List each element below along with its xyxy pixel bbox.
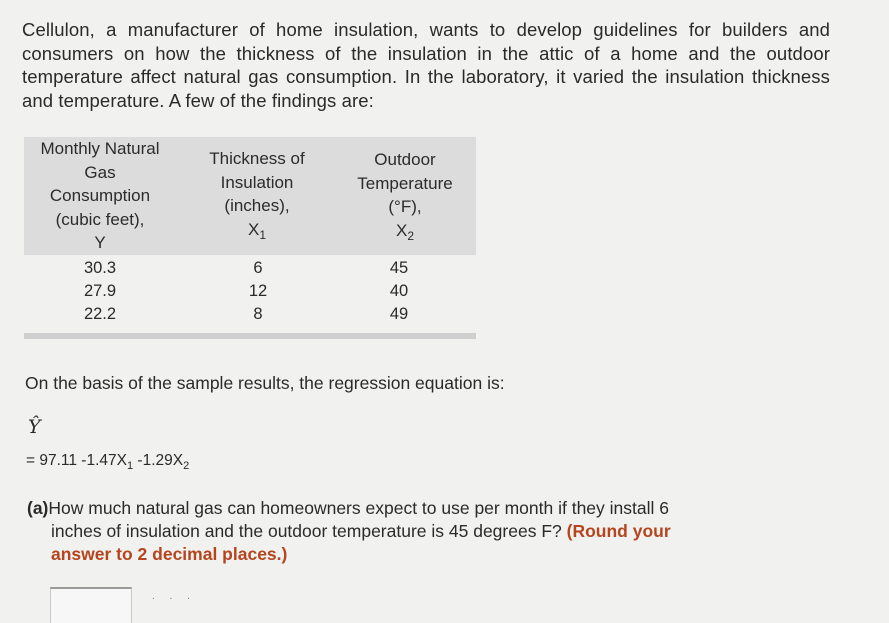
equation-part: = 97.11 -1.47X: [26, 452, 127, 469]
table-bottom-rule: [24, 333, 476, 339]
table-cell: 12: [248, 282, 268, 300]
table-cell: 6: [253, 259, 263, 277]
header-line: Gas: [84, 162, 116, 182]
table-header: [24, 137, 476, 255]
table-cell: 45: [389, 259, 409, 277]
table-cell: 27.9: [83, 282, 117, 300]
header-line: Outdoor: [374, 150, 436, 169]
header-line: (°F),: [388, 197, 422, 216]
answer-input[interactable]: [50, 587, 132, 623]
table-cell: 49: [389, 305, 409, 323]
header-line: Monthly Natural: [40, 139, 160, 158]
header-insulation-thickness: [196, 147, 318, 247]
symbol-y: Y: [94, 233, 106, 252]
findings-table: [24, 137, 476, 339]
header-line: Consumption: [49, 186, 151, 205]
symbol-subscript: 1: [259, 227, 267, 242]
symbol-x: X: [395, 220, 408, 240]
table-cell: 22.2: [83, 305, 117, 323]
ellipsis-marker: . . .: [152, 591, 196, 602]
header-line: Temperature: [357, 173, 453, 193]
rounding-instruction: (Round your: [566, 521, 671, 541]
y-hat-symbol: Ŷ: [28, 416, 41, 438]
table-cell: 40: [389, 282, 409, 300]
header-symbol: [24, 231, 176, 255]
header-line: (cubic feet),: [55, 209, 145, 229]
question-a: [27, 497, 811, 566]
question-text: inches of insulation and the outdoor temperature is 45 degrees F?: [51, 521, 562, 541]
regression-equation: [26, 451, 189, 476]
question-text: How much natural gas can homeowners expect to use per month if they install 6: [48, 498, 669, 518]
table-cell: 30.3: [83, 259, 117, 277]
table-body: [24, 255, 476, 333]
header-symbol: [196, 218, 318, 248]
header-line: Insulation: [220, 172, 294, 192]
symbol-subscript: 2: [407, 228, 415, 243]
header-gas-consumption: [24, 137, 176, 255]
equation-subscript: 1: [126, 460, 134, 472]
question-label: (a): [27, 498, 49, 518]
rounding-instruction: answer to 2 decimal places.): [51, 544, 288, 564]
problem-intro: Cellulon, a manufacturer of home insulation, wants to develop guidelines for builders and consumers on how the thickness of the insulation in the attic of a home and the outdoor temperature affect natural gas consumption. In the laboratory, it varied the insulation thickness and temperature. A few of the findings are:: [22, 19, 830, 111]
header-outdoor-temperature: [340, 148, 470, 248]
equation-part: -1.29X: [133, 452, 184, 469]
header-symbol: [340, 219, 470, 249]
header-line: (inches),: [224, 196, 290, 215]
equation-subscript: 2: [183, 460, 190, 472]
question-continued: [27, 520, 811, 566]
regression-intro: On the basis of the sample results, the regression equation is:: [25, 373, 505, 393]
table-cell: 8: [253, 305, 263, 323]
symbol-x: X: [247, 219, 260, 239]
header-line: Thickness of: [209, 149, 305, 168]
